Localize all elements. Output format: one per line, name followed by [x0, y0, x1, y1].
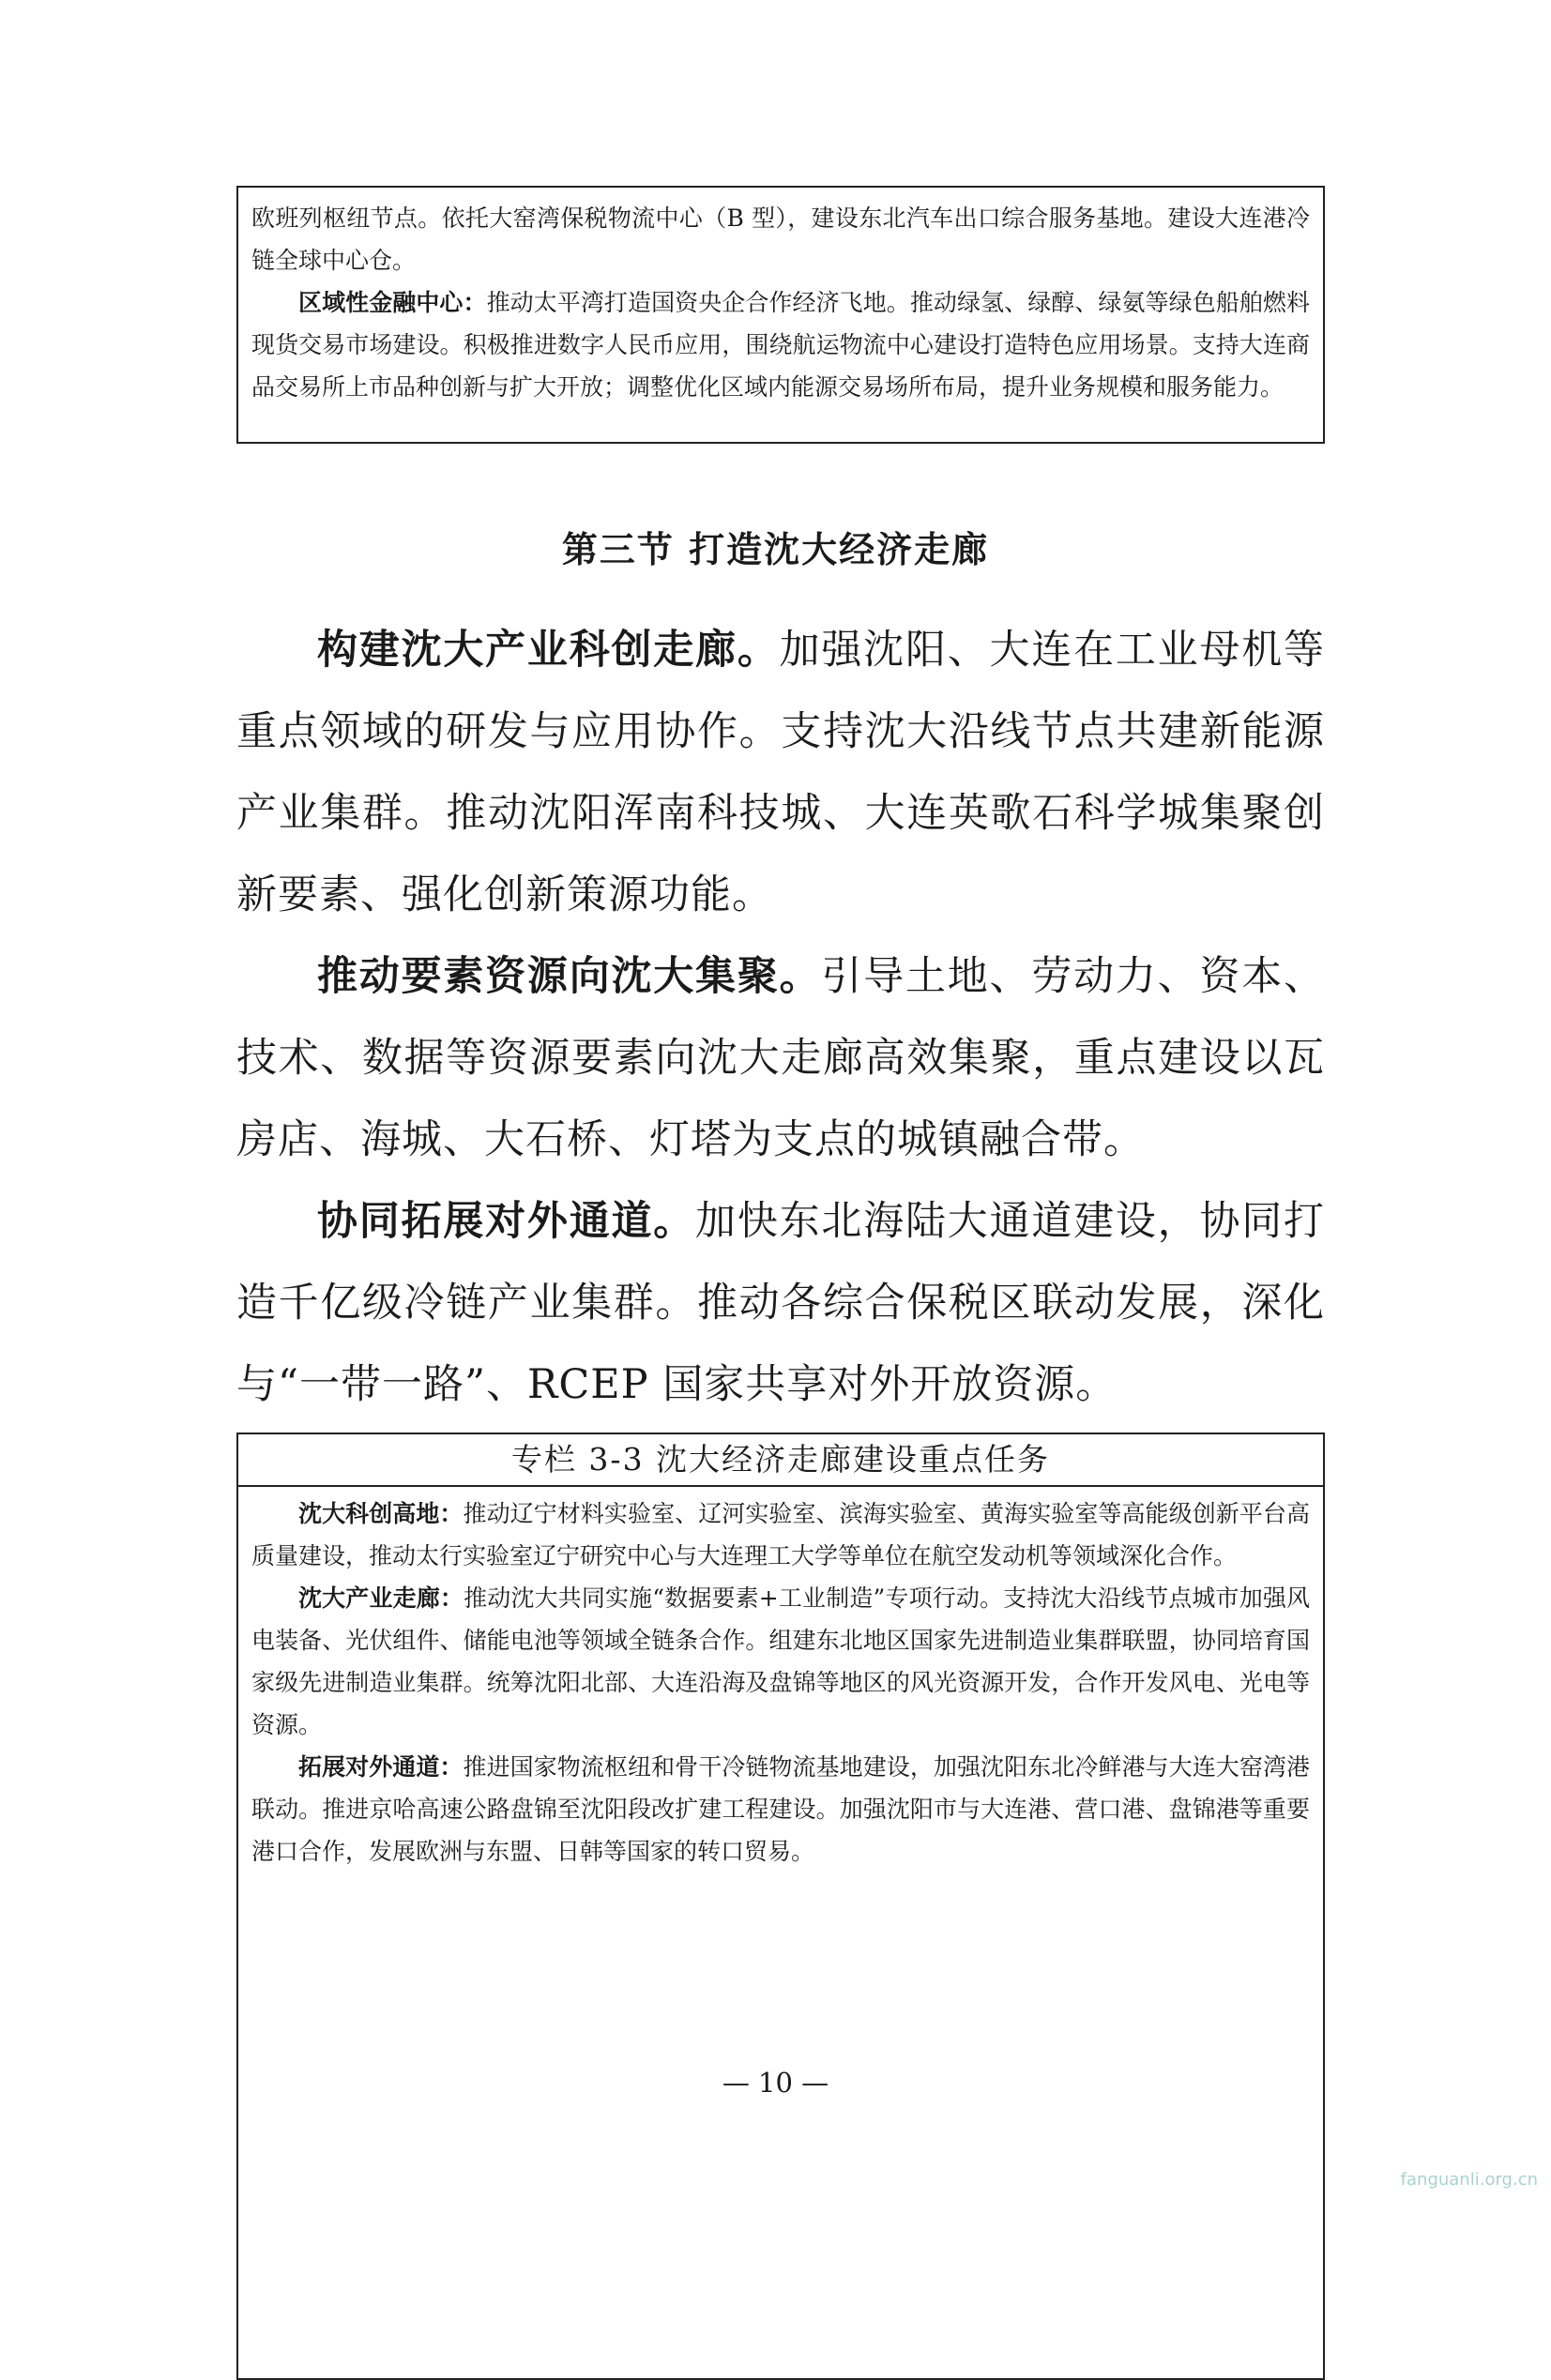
continuation-paragraph: 欧班列枢纽节点。依托大窑湾保税物流中心（B 型），建设东北汽车出口综合服务基地。建设大连港冷链全球中心仓。	[251, 205, 1310, 274]
column-item-label: 沈大科创高地：	[298, 1500, 464, 1527]
body-paragraph	[236, 610, 1325, 936]
paragraph-text: 引导土地、劳动力、资本、技术、数据等资源要素向沈大走廊高效集聚，重点建设以瓦房店、海城、大石桥、灯塔为支点的城镇融合带。	[236, 953, 1326, 1163]
column-item-text: 推动辽宁材料实验室、辽河实验室、滨海实验室、黄海实验室等高能级创新平台高质量建设，推动太行实验室辽宁研究中心与大连理工大学等单位在航空发动机等领域深化合作。	[251, 1500, 1310, 1569]
page-number: — 10 —	[722, 2067, 829, 2099]
column-item-text: 推进国家物流枢纽和骨干冷链物流基地建设，加强沈阳东北冷鲜港与大连大窑湾港联动。推进京哈高速公路盘锦至沈阳段改扩建工程建设。加强沈阳市与大连港、营口港、盘锦港等重要港口合作，发展欧洲与东盟、日韩等国家的转口贸易。	[251, 1753, 1310, 1865]
column-item-label: 沈大产业走廊：	[298, 1584, 464, 1612]
column-box	[236, 1433, 1325, 2380]
column-body	[238, 1487, 1323, 1872]
column-item	[251, 1577, 1310, 1746]
paragraph-text: 加快东北海陆大通道建设，协同打造千亿级冷链产业集群。推动各综合保税区联动发展，深化与“一带一路”、RCEP 国家共享对外开放资源。	[236, 1198, 1326, 1408]
regional-finance-text: 推动太平湾打造国资央企合作经济飞地。推动绿氢、绿醇、绿氨等绿色船舶燃料现货交易市场建设。积极推进数字人民币应用，围绕航运物流中心建设打造特色应用场景。支持大连商品交易所上市品种创新与扩大开放；调整优化区域内能源交易场所布局，提升业务规模和服务能力。	[251, 289, 1310, 401]
watermark: fanguanli.org.cn	[1400, 2170, 1538, 2190]
continuation-box	[236, 186, 1325, 444]
regional-finance-label: 区域性金融中心：	[298, 289, 487, 316]
column-item	[251, 1493, 1310, 1577]
body-paragraph	[236, 936, 1325, 1181]
column-title: 专栏 3-3 沈大经济走廊建设重点任务	[238, 1434, 1323, 1487]
paragraph-lead: 构建沈大产业科创走廊。	[317, 627, 780, 674]
paragraph-lead: 协同拓展对外通道。	[317, 1198, 696, 1245]
regional-finance-paragraph	[251, 281, 1310, 408]
column-item-label: 拓展对外通道：	[298, 1753, 464, 1781]
section-title: 第三节 打造沈大经济走廊	[561, 528, 990, 570]
paragraph-text: 加强沈阳、大连在工业母机等重点领域的研发与应用协作。支持沈大沿线节点共建新能源产业集群。推动沈阳浑南科技城、大连英歌石科学城集聚创新要素、强化创新策源功能。	[236, 627, 1326, 918]
body-paragraph	[236, 1181, 1325, 1426]
column-item-text: 推动沈大共同实施“数据要素+工业制造”专项行动。支持沈大沿线节点城市加强风电装备、光伏组件、储能电池等领域全链条合作。组建东北地区国家先进制造业集群联盟，协同培育国家级先进制造业集群。统筹沈阳北部、大连沿海及盘锦等地区的风光资源开发，合作开发风电、光电等资源。	[251, 1584, 1310, 1738]
column-item	[251, 1746, 1310, 1872]
paragraph-lead: 推动要素资源向沈大集聚。	[317, 953, 822, 1000]
body-text	[236, 610, 1325, 1426]
